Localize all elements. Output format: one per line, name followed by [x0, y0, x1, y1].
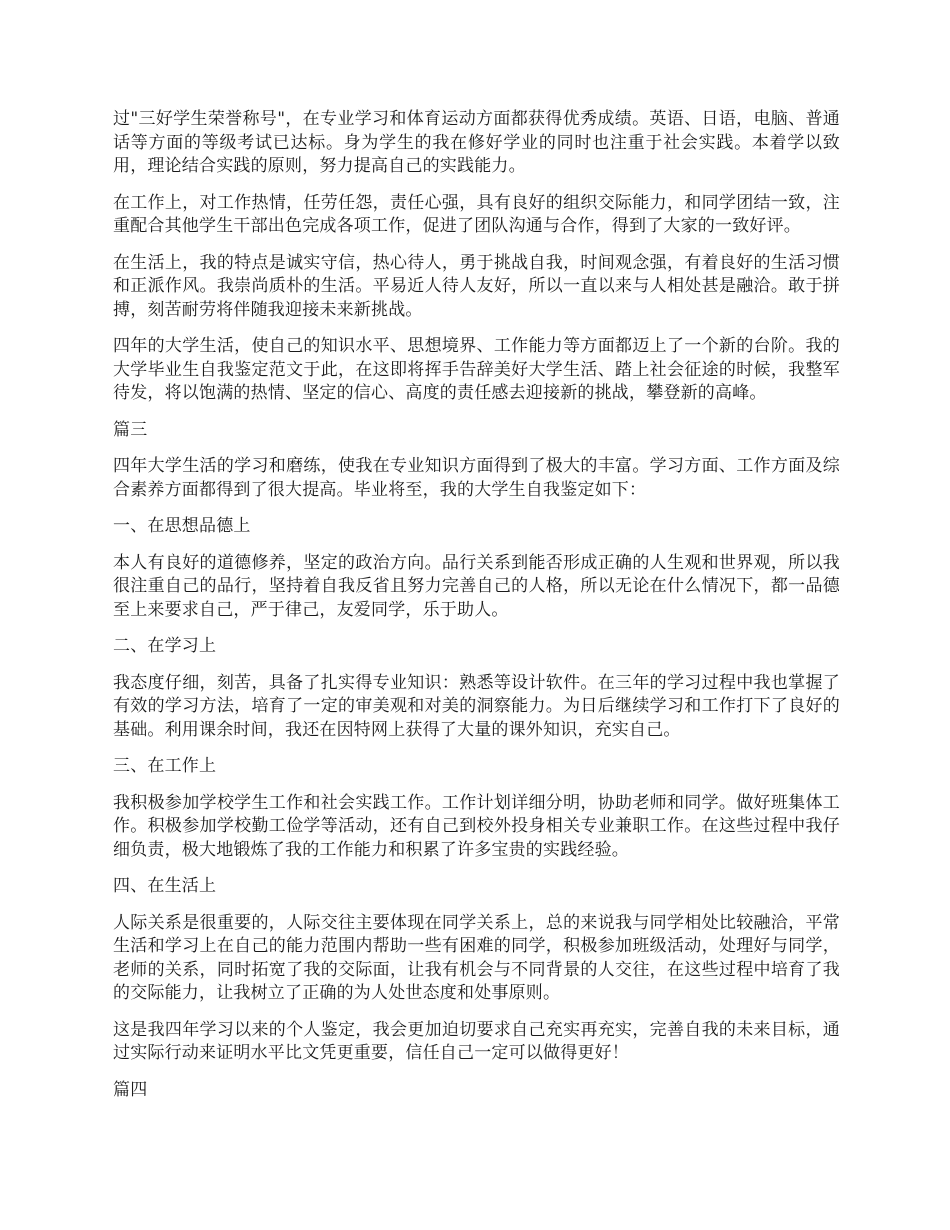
section-heading-pian4: 篇四: [113, 1079, 148, 1100]
paragraph-summary: 四年的大学生活，使自己的知识水平、思想境界、工作能力等方面都迈上了一个新的台阶。我的大学毕业生自我鉴定范文于此，在这即将挥手告辞美好大学生活、踏上社会征途的时候，我整军待发，将以饱满的热情、坚定的信心、高度的责任感去迎接新的挑战，攀登新的高峰。: [113, 336, 840, 403]
paragraph-life: 在生活上，我的特点是诚实守信，热心待人，勇于挑战自我，时间观念强，有着良好的生活习惯和正派作风。我崇尚质朴的生活。平易近人待人友好，所以一直以来与人相处甚是融洽。敢于拼搏，刻苦耐劳将伴随我迎接未来新挑战。: [113, 252, 840, 320]
paragraph-study: 我态度仔细，刻苦，具备了扎实得专业知识：熟悉等设计软件。在三年的学习过程中我也掌握了有效的学习方法，培育了一定的审美观和对美的洞察能力。为日后继续学习和工作打下了良好的基础。利用课余时间，我还在因特网上获得了大量的课外知识，充实自己。: [113, 672, 840, 740]
paragraph-honors: 过"三好学生荣誉称号"，在专业学习和体育运动方面都获得优秀成绩。英语、日语，电脑、普通话等方面的等级考试已达标。身为学生的我在修好学业的同时也注重于社会实践。本着学以致用，理论结合实践的原则，努力提高自己的实践能力。: [113, 109, 840, 176]
paragraph-work-pian3: 我积极参加学校学生工作和社会实践工作。工作计划详细分明，协助老师和同学。做好班集体工作。积极参加学校勤工俭学等活动，还有自己到校外投身相关专业兼职工作。在这些过程中我仔细负责，极大地锻炼了我的工作能力和积累了许多宝贵的实践经验。: [113, 792, 840, 860]
paragraph-life-pian3: 人际关系是很重要的，人际交往主要体现在同学关系上，总的来说我与同学相处比较融洽，平常生活和学习上在自己的能力范围内帮助一些有困难的同学，积极参加班级活动，处理好与同学，老师的关系，同时拓宽了我的交际面，让我有机会与不同背景的人交往，在这些过程中培育了我的交际能力，让我树立了正确的为人处世态度和处事原则。: [113, 912, 840, 1003]
paragraph-moral: 本人有良好的道德修养，坚定的政治方向。品行关系到能否形成正确的人生观和世界观，所以我很注重自己的品行，坚持着自我反省且努力完善自己的人格，所以无论在什么情况下，都一品德至上来要求自己，严于律己，友爱同学，乐于助人。: [113, 552, 840, 620]
section-heading-pian3: 篇三: [113, 419, 148, 440]
subheading-life: 四、在生活上: [113, 876, 217, 896]
paragraph-conclusion: 这是我四年学习以来的个人鉴定，我会更加迫切要求自己充实再充实，完善自我的未来目标，通过实际行动来证明水平比文凭更重要，信任自己一定可以做得更好！: [113, 1019, 840, 1063]
paragraph-intro-pian3: 四年大学生活的学习和磨练，使我在专业知识方面得到了极大的丰富。学习方面、工作方面及综合素养方面都得到了很大提高。毕业将至，我的大学生自我鉴定如下：: [113, 456, 840, 500]
paragraph-work: 在工作上，对工作热情，任劳任怨，责任心强，具有良好的组织交际能力，和同学团结一致，注重配合其他学生干部出色完成各项工作，促进了团队沟通与合作，得到了大家的一致好评。: [113, 192, 840, 236]
subheading-work: 三、在工作上: [113, 756, 217, 776]
subheading-moral: 一、在思想品德上: [113, 516, 251, 536]
document-body: [113, 108, 840, 1115]
subheading-study: 二、在学习上: [113, 636, 217, 656]
